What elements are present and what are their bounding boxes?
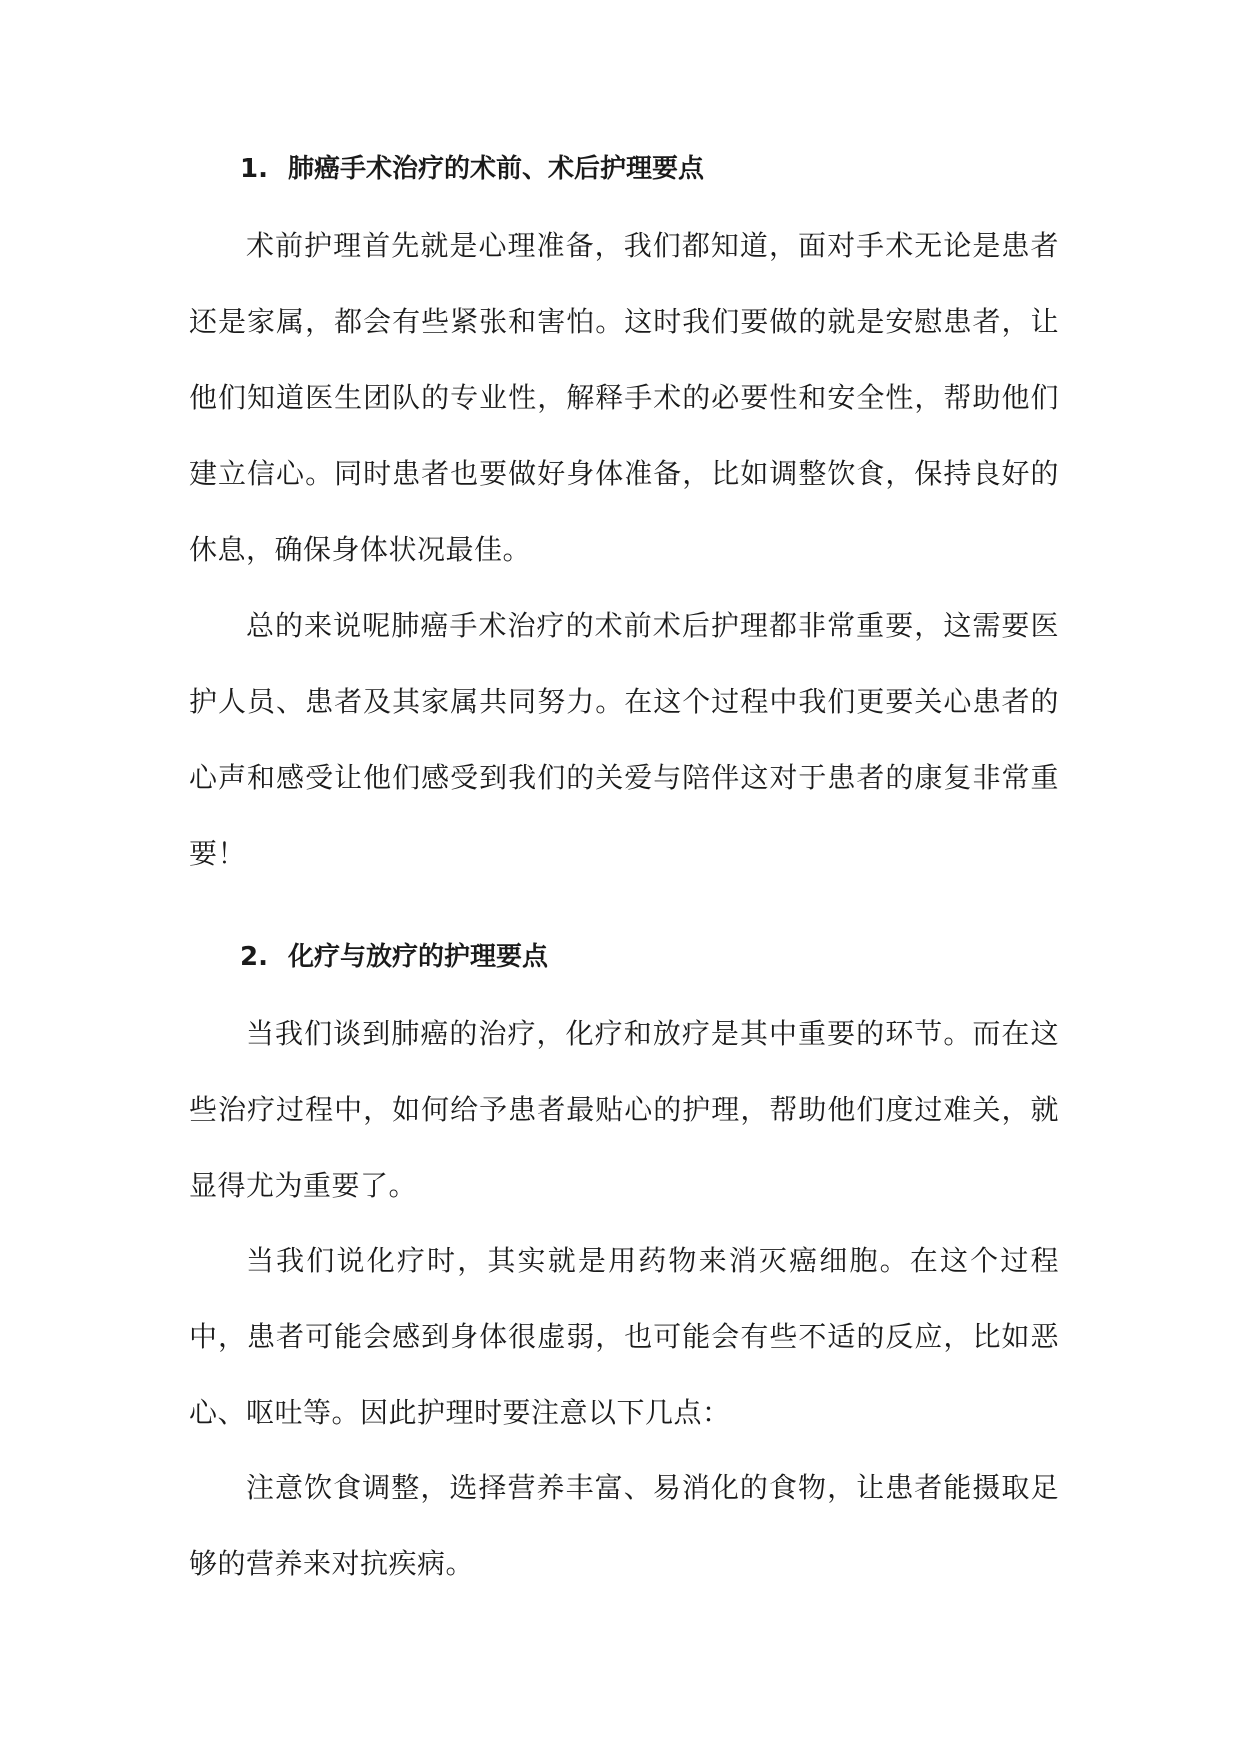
section-heading-2 <box>240 940 548 974</box>
section-heading-1 <box>240 152 704 186</box>
section-number: 1. <box>240 154 268 184</box>
paragraph: 术前护理首先就是心理准备，我们都知道，面对手术无论是患者还是家属，都会有些紧张和害怕。这时我们要做的就是安慰患者，让他们知道医生团队的专业性，解释手术的必要性和安全性，帮助他们建立信心。同时患者也要做好身体准备，比如调整饮食，保持良好的休息，确保身体状况最佳。 <box>189 229 1059 566</box>
paragraph: 当我们谈到肺癌的治疗，化疗和放疗是其中重要的环节。而在这些治疗过程中，如何给予患者最贴心的护理，帮助他们度过难关，就显得尤为重要了。 <box>189 1017 1059 1202</box>
paragraph: 总的来说呢肺癌手术治疗的术前术后护理都非常重要，这需要医护人员、患者及其家属共同努力。在这个过程中我们更要关心患者的心声和感受让他们感受到我们的关爱与陪伴这对于患者的康复非常重要！ <box>189 609 1059 870</box>
paragraph: 注意饮食调整，选择营养丰富、易消化的食物，让患者能摄取足够的营养来对抗疾病。 <box>189 1471 1059 1580</box>
paragraph: 当我们说化疗时，其实就是用药物来消灭癌细胞。在这个过程中，患者可能会感到身体很虚弱，也可能会有些不适的反应，比如恶心、呕吐等。因此护理时要注意以下几点： <box>189 1244 1059 1429</box>
section-title: 肺癌手术治疗的术前、术后护理要点 <box>288 154 705 184</box>
section-title: 化疗与放疗的护理要点 <box>288 942 549 972</box>
section-number: 2. <box>240 942 268 972</box>
